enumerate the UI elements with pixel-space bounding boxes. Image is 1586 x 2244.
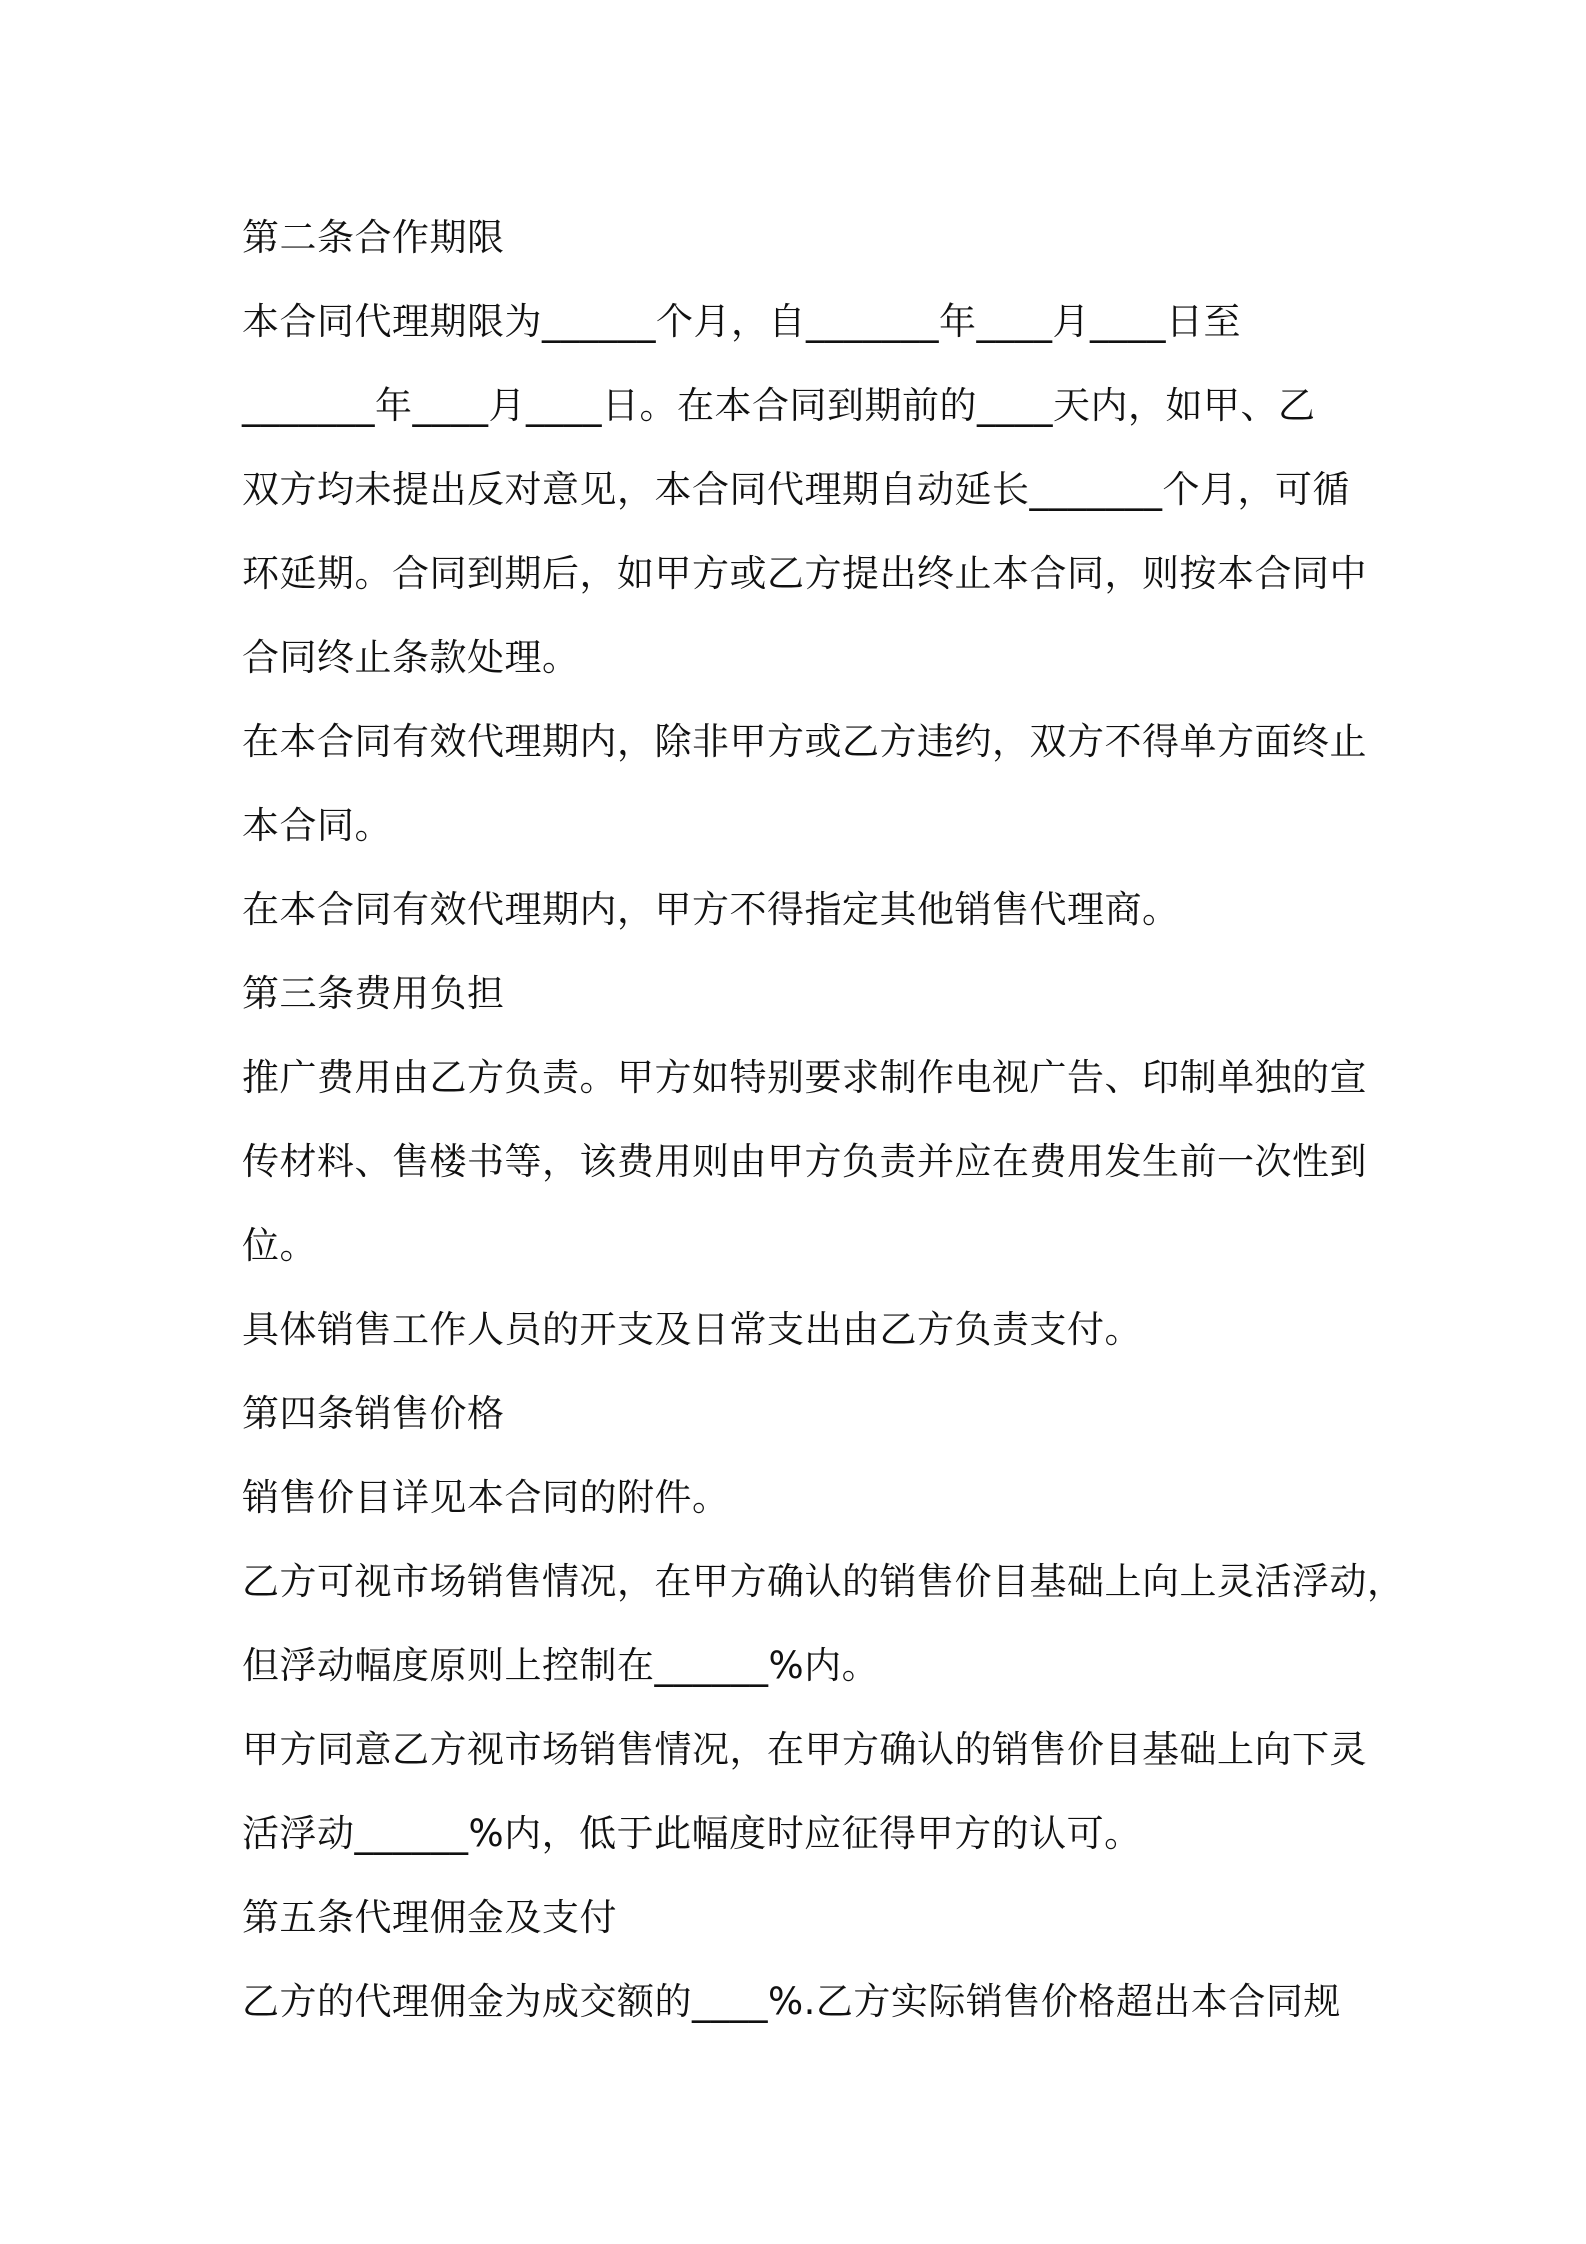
paragraph-line: 位。: [242, 1224, 317, 1267]
paragraph-line: 销售价目详见本合同的附件。: [242, 1476, 730, 1519]
section-heading-price: 第四条销售价格: [242, 1392, 505, 1435]
paragraph-line: 双方均未提出反对意见，本合同代理期自动延长_______个月，可循: [242, 468, 1350, 511]
paragraph-line: 本合同代理期限为______个月，自_______年____月____日至: [242, 300, 1241, 343]
section-heading-costs: 第三条费用负担: [242, 972, 505, 1015]
paragraph-line: 本合同。: [242, 804, 392, 847]
paragraph-line: 甲方同意乙方视市场销售情况，在甲方确认的销售价目基础上向下灵: [242, 1728, 1367, 1771]
paragraph-line: 但浮动幅度原则上控制在______%内。: [242, 1644, 880, 1687]
paragraph-line: 合同终止条款处理。: [242, 636, 580, 679]
paragraph-line: 推广费用由乙方负责。甲方如特别要求制作电视广告、印制单独的宣: [242, 1056, 1367, 1099]
section-heading-term: 第二条合作期限: [242, 216, 505, 259]
paragraph-line: 乙方的代理佣金为成交额的____%.乙方实际销售价格超出本合同规: [242, 1980, 1341, 2023]
paragraph-line: 具体销售工作人员的开支及日常支出由乙方负责支付。: [242, 1308, 1142, 1351]
paragraph-line: 在本合同有效代理期内，甲方不得指定其他销售代理商。: [242, 888, 1180, 931]
document-page: [242, 196, 1405, 2044]
paragraph-line: _______年____月____日。在本合同到期前的____天内，如甲、乙: [242, 384, 1316, 427]
section-heading-commission: 第五条代理佣金及支付: [242, 1896, 617, 1939]
paragraph-line: 传材料、售楼书等，该费用则由甲方负责并应在费用发生前一次性到: [242, 1140, 1367, 1183]
paragraph-line: 乙方可视市场销售情况，在甲方确认的销售价目基础上向上灵活浮动，: [242, 1560, 1405, 1603]
paragraph-line: 活浮动______%内，低于此幅度时应征得甲方的认可。: [242, 1812, 1142, 1855]
paragraph-line: 在本合同有效代理期内，除非甲方或乙方违约，双方不得单方面终止: [242, 720, 1367, 763]
paragraph-line: 环延期。合同到期后，如甲方或乙方提出终止本合同，则按本合同中: [242, 552, 1367, 595]
